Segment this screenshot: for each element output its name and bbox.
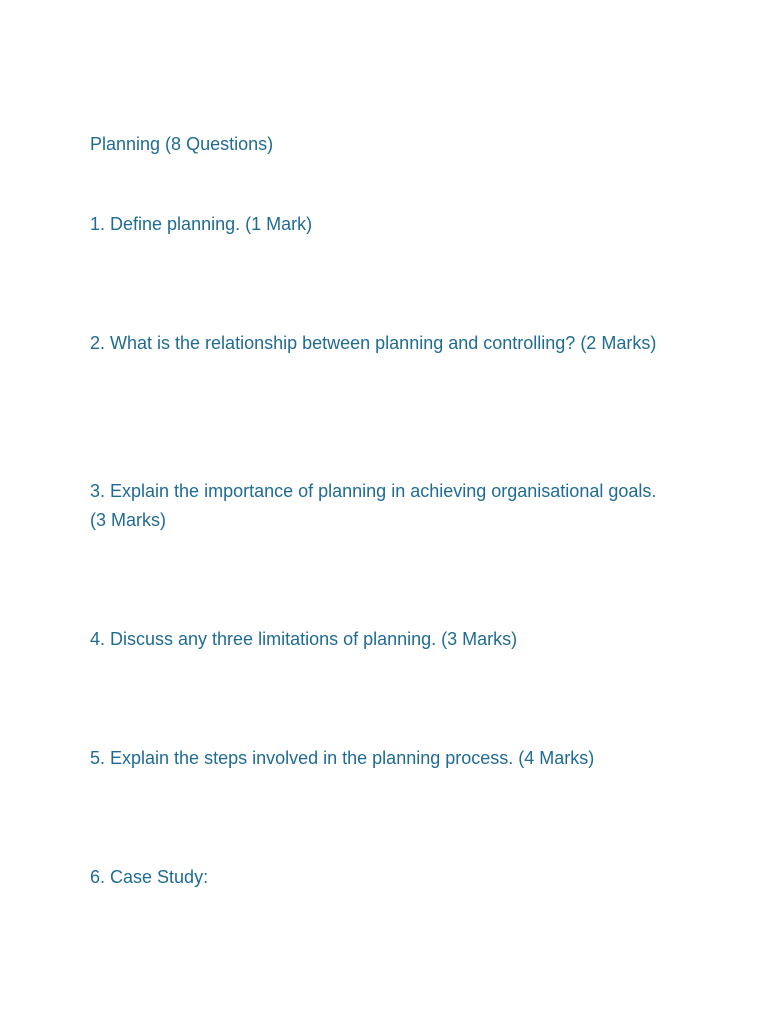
section-title: Planning (8 Questions)	[90, 134, 274, 154]
question-4: 4. Discuss any three limitations of planning. (3 Marks)	[90, 629, 518, 649]
question-2: 2. What is the relationship between planning and controlling? (2 Marks)	[90, 333, 657, 353]
question-6: 6. Case Study:	[90, 867, 209, 887]
question-5: 5. Explain the steps involved in the planning process. (4 Marks)	[90, 748, 595, 768]
question-1: 1. Define planning. (1 Mark)	[90, 214, 313, 234]
question-3: 3. Explain the importance of planning in achieving organisational goals. (3 Marks)	[90, 481, 657, 530]
